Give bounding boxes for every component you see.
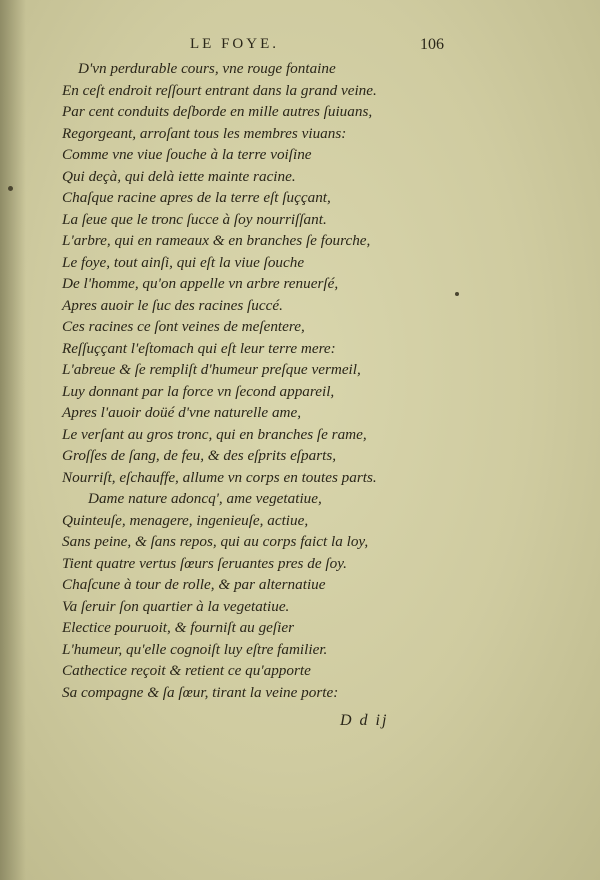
verse-line: Sans peine, & ſans repos, qui au corps faict la loy, <box>62 533 369 550</box>
verse-line: Groſſes de ſang, de feu, & des eſprits eſparts, <box>62 447 337 464</box>
ink-spot <box>8 186 13 191</box>
verse-line: Sa compagne & ſa ſœur, tirant la veine porte: <box>62 683 339 701</box>
printer-signature: D d ij <box>340 712 389 729</box>
verse-line: Le verſant au gros tronc, qui en branches ſe rame, <box>62 425 367 443</box>
verse-line: L'abreue & ſe rempliſt d'humeur preſque vermeil, <box>62 361 361 378</box>
verse-line: Apres l'auoir doüé d'vne naturelle ame, <box>62 404 302 421</box>
verse-line: Luy donnant par la force vn ſecond appareil, <box>62 382 335 400</box>
verse-line: Quinteuſe, menagere, ingenieuſe, actiue, <box>62 511 309 529</box>
verse-line: Le foye, tout ainſi, qui eſt la viue ſouche <box>62 253 305 271</box>
verse-line: L'humeur, qu'elle cognoiſt luy eſtre familier. <box>62 640 328 658</box>
verse-line: Va ſeruir ſon quartier à la vegetatiue. <box>62 597 290 615</box>
verse-line: Reſſuççant l'eſtomach qui eſt leur terre mere: <box>62 339 336 357</box>
verse-line: Ces racines ce ſont veines de meſentere, <box>62 318 305 335</box>
gutter-shadow <box>0 0 26 880</box>
verse-line: Comme vne viue ſouche à la terre voiſine <box>62 146 312 163</box>
verse-line: D'vn perdurable cours, vne rouge fontaine <box>78 60 336 77</box>
running-title: LE FOYE. <box>190 36 279 52</box>
verse-line: Cathectice reçoit & retient ce qu'apporte <box>62 662 311 679</box>
verse-line: En ceſt endroit reſſourt entrant dans la grand veine. <box>62 81 377 99</box>
verse-line: Chaſcune à tour de rolle, & par alternatiue <box>62 576 326 593</box>
verse-line: Qui deçà, qui delà iette mainte racine. <box>62 167 296 185</box>
verse-line: Dame nature adoncq', ame vegetatiue, <box>88 490 322 507</box>
verse-line: L'arbre, qui en rameaux & en branches ſe fourche, <box>62 232 371 249</box>
verse-line: Apres auoir le ſuc des racines ſuccé. <box>62 296 283 314</box>
ink-spot <box>455 292 459 296</box>
verse-line: La ſeue que le tronc ſucce à ſoy nourriſſant. <box>62 210 327 228</box>
verse-line: Nourriſt, eſchauffe, allume vn corps en toutes parts. <box>62 468 377 486</box>
verse-line: De l'homme, qu'on appelle vn arbre renuerſé, <box>62 275 339 292</box>
page-number: 106 <box>420 36 444 53</box>
verse-line: Par cent conduits deſborde en mille autres ſuiuans, <box>62 103 373 120</box>
verse-line: Regorgeant, arroſant tous les membres viuans: <box>62 124 347 142</box>
verse-line: Chaſque racine apres de la terre eſt ſuççant, <box>62 189 331 206</box>
verse-line: Tient quatre vertus ſœurs ſeruantes pres de ſoy. <box>62 554 347 572</box>
verse-line: Electice pouruoit, & fourniſt au geſier <box>62 619 294 636</box>
